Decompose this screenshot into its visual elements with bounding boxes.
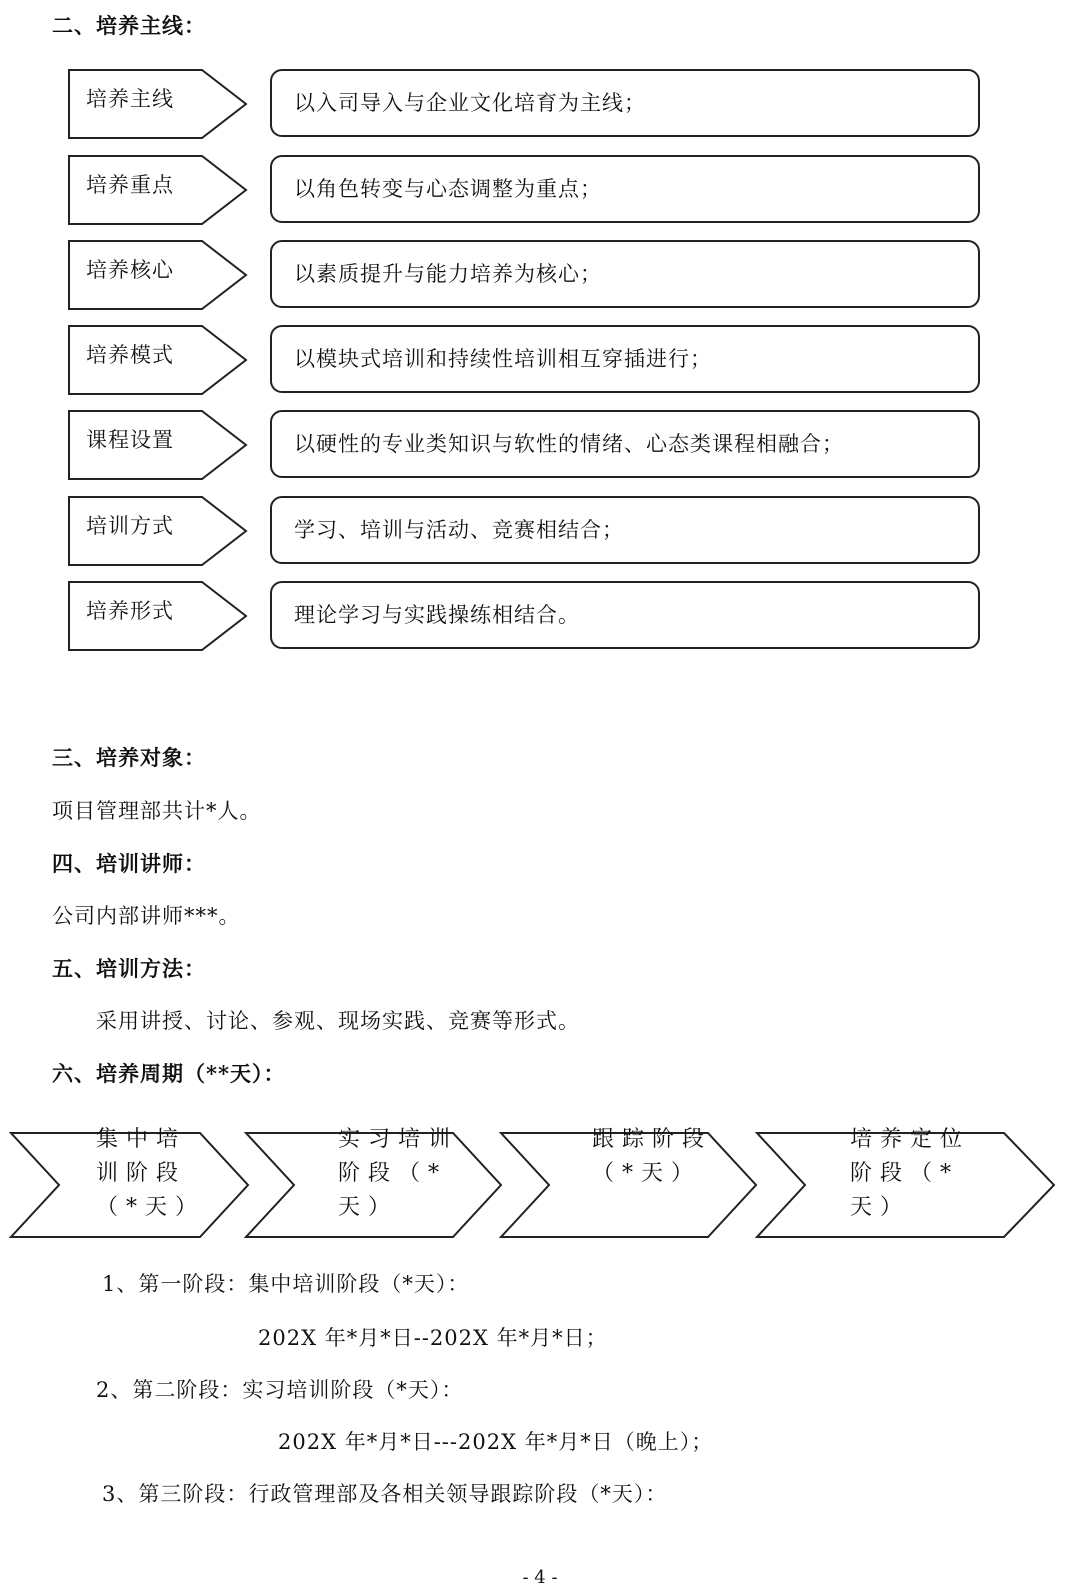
row-description: 以模块式培训和持续性培训相互穿插进行； [294,347,712,371]
row-description: 以角色转变与心态调整为重点； [294,177,602,201]
row-description-box [270,581,980,649]
row-label: 培养核心 [86,258,174,282]
section2-heading: 二、培养主线： [52,13,206,38]
row-label: 培养形式 [86,599,174,623]
stage3-title: 3、第三阶段：行政管理部及各相关领导跟踪阶段（*天）： [102,1482,668,1506]
section5-heading: 五、培训方法： [52,956,206,981]
row-description-box [270,496,980,564]
list-item [68,496,998,566]
stage2-title: 2、第二阶段：实习培训阶段（*天）： [96,1378,464,1402]
row-description-box [270,240,980,308]
row-label: 课程设置 [86,428,174,452]
page-number: - 4 - [522,1567,558,1588]
row-label: 培训方式 [86,514,174,538]
phase-label-4: 培养定位阶段（*天） [850,1127,971,1220]
row-description-box [270,410,980,478]
row-description-box [270,69,980,137]
section3-heading: 三、培养对象： [52,745,206,770]
list-item [68,155,998,225]
section5-text: 采用讲授、讨论、参观、现场实践、竞赛等形式。 [96,1009,580,1033]
row-description: 以硬性的专业类知识与软性的情绪、心态类课程相融合； [294,432,844,456]
row-label: 培养主线 [86,87,174,111]
row-description-box [270,325,980,393]
phase-label-3: 跟踪阶段（*天） [592,1127,713,1186]
section4-heading: 四、培训讲师： [52,851,206,876]
section6-heading: 六、培养周期（**天）： [52,1061,286,1086]
row-label: 培养模式 [86,343,174,367]
stage1-date: 202X 年*月*日--202X 年*月*日； [258,1326,608,1350]
section4-text: 公司内部讲师***。 [52,904,241,928]
row-description: 理论学习与实践操练相结合。 [294,603,580,627]
stage2-date: 202X 年*月*日---202X 年*月*日（晚上）； [278,1430,714,1454]
list-item [68,410,998,480]
stage1-title: 1、第一阶段：集中培训阶段（*天）： [102,1272,470,1296]
list-item [68,69,998,139]
list-item [68,240,998,310]
phase-chevron-flow [10,1127,1070,1248]
section3-text: 项目管理部共计*人。 [52,799,262,823]
row-label: 培养重点 [86,173,174,197]
row-description: 学习、培训与活动、竞赛相结合； [294,518,624,542]
list-item [68,581,998,651]
row-description-box [270,155,980,223]
phase-label-1: 集中培训阶段（*天） [96,1127,206,1220]
row-description: 以入司导入与企业文化培育为主线； [294,91,646,115]
list-item [68,325,998,395]
row-description: 以素质提升与能力培养为核心； [294,262,602,286]
phase-label-2: 实习培训阶段（*天） [338,1127,459,1220]
